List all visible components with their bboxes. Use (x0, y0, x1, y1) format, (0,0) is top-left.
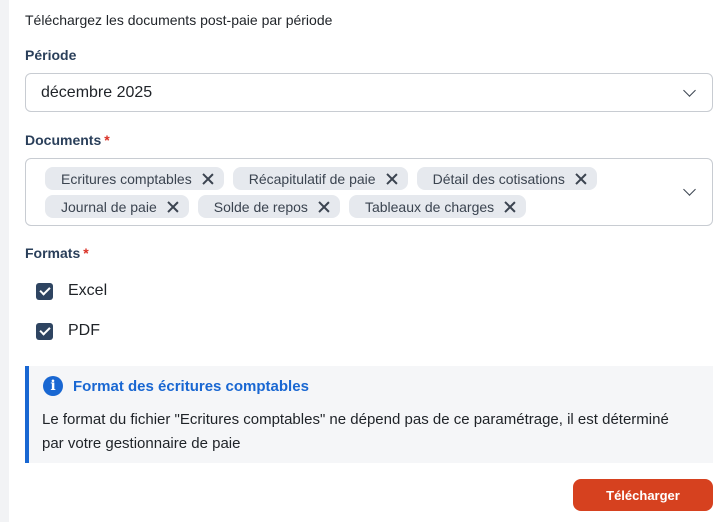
formats-label (25, 245, 89, 261)
documents-chips (45, 167, 665, 218)
chip-label: Journal de paie (61, 198, 157, 215)
format-pdf-option[interactable] (36, 322, 100, 340)
close-icon[interactable] (386, 173, 398, 185)
chip-label: Récapitulatif de paie (248, 170, 376, 187)
chip-ecritures-comptables (45, 167, 224, 190)
chip-journal-de-paie (45, 195, 189, 218)
pdf-checkbox[interactable] (36, 323, 53, 340)
close-icon[interactable] (167, 201, 179, 213)
required-mark: * (104, 132, 110, 148)
required-mark: * (83, 245, 89, 261)
chip-solde-de-repos (198, 195, 340, 218)
format-excel-option[interactable] (36, 282, 107, 300)
info-title: Format des écritures comptables (73, 378, 309, 395)
periode-select[interactable] (25, 73, 713, 112)
periode-value: décembre 2025 (41, 83, 153, 101)
info-callout (25, 366, 713, 463)
documents-label (25, 132, 110, 148)
chip-label: Tableaux de charges (364, 198, 495, 215)
chevron-down-icon (683, 84, 696, 97)
formats-label-text: Formats (25, 245, 81, 261)
download-panel (9, 0, 725, 522)
periode-label (25, 47, 76, 63)
documents-label-text: Documents (25, 132, 102, 148)
info-icon: i (43, 376, 63, 396)
chip-recapitulatif-de-paie (233, 167, 408, 190)
pdf-label: PDF (68, 322, 100, 339)
download-button[interactable]: Télécharger (573, 479, 713, 511)
info-text: Le format du fichier "Ecritures comptables" ne dépend pas de ce paramétrage, il est déterminé par votre gestionnaire de paie (42, 411, 669, 452)
chip-label: Ecritures comptables (61, 170, 192, 187)
close-icon[interactable] (318, 201, 330, 213)
periode-label-text: Période (25, 47, 77, 63)
excel-label: Excel (68, 282, 108, 299)
documents-multiselect[interactable] (25, 158, 713, 226)
close-icon[interactable] (504, 201, 516, 213)
chevron-down-icon (683, 183, 696, 196)
close-icon[interactable] (202, 173, 214, 185)
chip-label: Détail des cotisations (432, 170, 565, 187)
chip-tableaux-de-charges (349, 195, 526, 218)
chip-detail-des-cotisations (417, 167, 597, 190)
intro-text: Téléchargez les documents post-paie par période (25, 12, 333, 28)
excel-checkbox[interactable] (36, 283, 53, 300)
close-icon[interactable] (575, 173, 587, 185)
chip-label: Solde de repos (213, 198, 308, 215)
